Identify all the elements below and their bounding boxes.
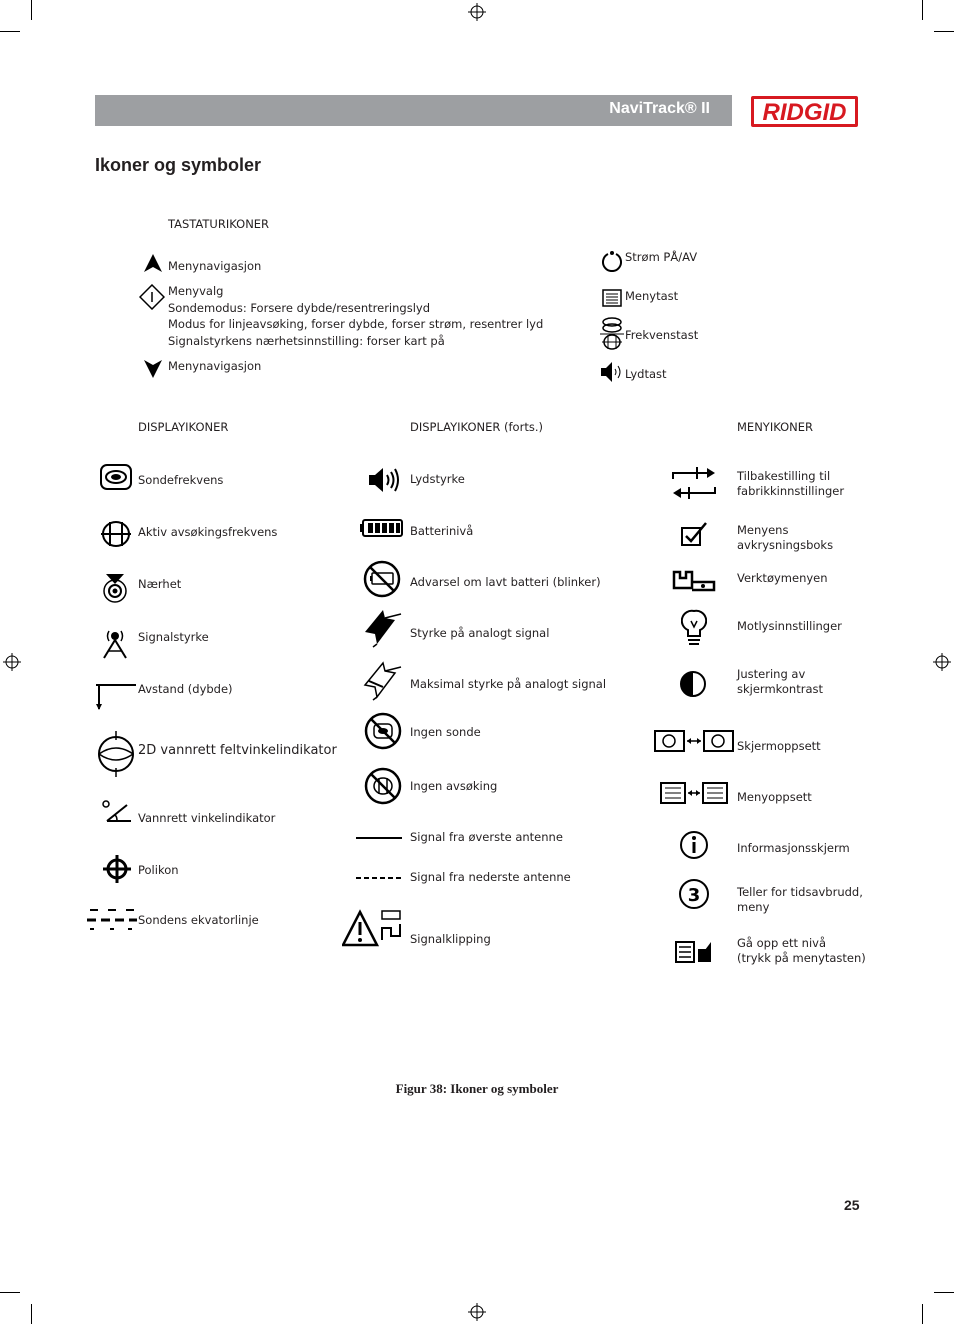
- low-battery-warning-icon: [363, 560, 401, 598]
- page-number: 25: [844, 1197, 860, 1213]
- depth-distance-icon: [95, 683, 137, 711]
- power-icon: [601, 249, 623, 272]
- menu-key-icon: [602, 289, 622, 307]
- keypad-heading: TASTATURIKONER: [168, 217, 270, 231]
- page-title: Ikoner og symboler: [95, 155, 262, 175]
- up-one-level-icon: [675, 941, 713, 963]
- signal-clipping-warning-icon: [342, 908, 404, 948]
- product-name: NaviTrack® II: [609, 100, 710, 117]
- keypad-select-line: Menyvalg: [168, 284, 224, 298]
- menu-icon-label: Menyens: [737, 523, 789, 537]
- analog-signal-strength-icon: [361, 608, 403, 648]
- registration-mark-icon: [933, 653, 951, 671]
- keypad-power-label: Strøm PÅ/AV: [625, 250, 698, 264]
- display-item-label: Avstand (dybde): [138, 682, 233, 696]
- menu-icon-label: skjermkontrast: [737, 682, 824, 696]
- crop-mark: [922, 0, 923, 20]
- menu-icon-label: avkrysningsboks: [737, 538, 834, 552]
- menu-setup-icon: [660, 782, 728, 804]
- display-item-label: Aktiv avsøkingsfrekvens: [138, 525, 278, 539]
- display-cont-item-label: Batterinivå: [410, 524, 474, 538]
- crop-mark: [922, 1304, 923, 1324]
- brand-text: RIDGID: [762, 99, 847, 126]
- display-cont-item-label: Styrke på analogt signal: [410, 626, 550, 640]
- keypad-menu-label: Menytast: [625, 289, 679, 303]
- menu-checkbox-icon: [680, 521, 708, 547]
- display-item-label: Nærhet: [138, 577, 182, 591]
- frequency-key-icon: [600, 317, 624, 351]
- display-cont-heading: DISPLAYIKONER (forts.): [410, 420, 543, 434]
- crop-mark: [934, 31, 954, 32]
- speaker-icon: [600, 361, 624, 383]
- menu-icon-label: meny: [737, 900, 770, 914]
- menu-icon-label: (trykk på menytasten): [737, 951, 866, 965]
- menu-icon-label: fabrikkinnstillinger: [737, 484, 845, 498]
- arrow-down-icon: [143, 359, 163, 379]
- display-cont-item-label: Signalklipping: [410, 932, 491, 946]
- backlight-bulb-icon: [681, 609, 707, 649]
- keypad-sound-label: Lydtast: [625, 367, 667, 381]
- display-item-label: Sondefrekvens: [138, 473, 224, 487]
- battery-level-icon: [359, 519, 403, 537]
- keypad-down-label: Menynavigasjon: [168, 359, 262, 373]
- menu-icon-label: Teller for tidsavbrudd,: [737, 885, 863, 899]
- sonde-frequency-icon: [100, 464, 132, 490]
- crop-mark: [31, 1304, 32, 1324]
- svg-text:3: 3: [687, 885, 701, 906]
- display-cont-item-label: Ingen avsøking: [410, 779, 498, 793]
- no-line-trace-icon: [364, 767, 402, 805]
- display-item-label: Vannrett vinkelindikator: [138, 811, 276, 825]
- upper-antenna-line-icon: [356, 836, 402, 840]
- info-icon: [679, 830, 709, 860]
- crop-mark: [0, 1292, 20, 1293]
- proximity-icon: [98, 573, 132, 605]
- contrast-icon: [679, 670, 707, 698]
- display-item-label: Polikon: [138, 863, 179, 877]
- keypad-select-line: Sondemodus: Forsere dybde/resentreringslyd: [168, 301, 431, 315]
- lower-antenna-line-icon: [356, 876, 402, 880]
- registration-mark-icon: [468, 3, 486, 21]
- horizontal-angle-icon: [101, 799, 133, 823]
- menu-icon-label: Justering av: [737, 667, 806, 681]
- tools-menu-icon: [672, 568, 716, 594]
- max-analog-signal-icon: [361, 661, 403, 701]
- crop-mark: [0, 31, 20, 32]
- header-bar: [95, 95, 732, 126]
- keypad-up-label: Menynavigasjon: [168, 259, 262, 273]
- registration-mark-icon: [3, 653, 21, 671]
- display-cont-item-label: Ingen sonde: [410, 725, 481, 739]
- display-setup-icon: [654, 730, 734, 752]
- timeout-counter-icon: [678, 878, 710, 910]
- field-angle-indicator-icon: [96, 730, 136, 778]
- menu-icon-label: Skjermoppsett: [737, 739, 821, 753]
- select-diamond-icon: [139, 284, 165, 310]
- arrow-up-icon: [143, 253, 163, 273]
- factory-reset-icon: [669, 465, 719, 499]
- display-item-label: Sondens ekvatorlinje: [138, 913, 259, 927]
- crop-mark: [934, 1292, 954, 1293]
- menu-icon-label: Gå opp ett nivå: [737, 936, 826, 950]
- menu-icon-label: Verktøymenyen: [737, 571, 828, 585]
- figure-caption: Figur 38: Ikoner og symboler: [395, 1081, 559, 1096]
- menu-icons-heading: MENYIKONER: [737, 420, 814, 434]
- volume-icon: [367, 466, 401, 494]
- display-heading: DISPLAYIKONER: [138, 420, 229, 434]
- display-cont-item-label: Signal fra øverste antenne: [410, 830, 563, 844]
- keypad-frequency-label: Frekvenstast: [625, 328, 699, 342]
- crop-mark: [31, 0, 32, 20]
- display-cont-item-label: Advarsel om lavt batteri (blinker): [410, 575, 601, 589]
- no-sonde-icon: [364, 712, 402, 750]
- menu-icon-label: Motlysinnstillinger: [737, 619, 842, 633]
- menu-icon-label: Menyoppsett: [737, 790, 812, 804]
- display-cont-item-label: Signal fra nederste antenne: [410, 870, 571, 884]
- keypad-select-line: Modus for linjeavsøking, forser dybde, forser strøm, resentrer lyd: [168, 317, 544, 331]
- display-item-label: Signalstyrke: [138, 630, 209, 644]
- pole-icon: [103, 855, 131, 883]
- active-frequency-icon: [100, 520, 132, 548]
- registration-mark-icon: [468, 1303, 486, 1321]
- keypad-select-line: Signalstyrkens nærhetsinnstilling: forser kart på: [168, 334, 445, 348]
- ridgid-logo: [750, 95, 860, 129]
- display-cont-item-label: Lydstyrke: [410, 472, 465, 486]
- menu-icon-label: Informasjonsskjerm: [737, 841, 850, 855]
- display-item-label: 2D vannrett feltvinkelindikator: [138, 743, 337, 758]
- signal-strength-icon: [100, 627, 130, 659]
- equator-line-icon: [86, 909, 138, 931]
- menu-icon-label: Tilbakestilling til: [737, 469, 831, 483]
- display-cont-item-label: Maksimal styrke på analogt signal: [410, 677, 607, 691]
